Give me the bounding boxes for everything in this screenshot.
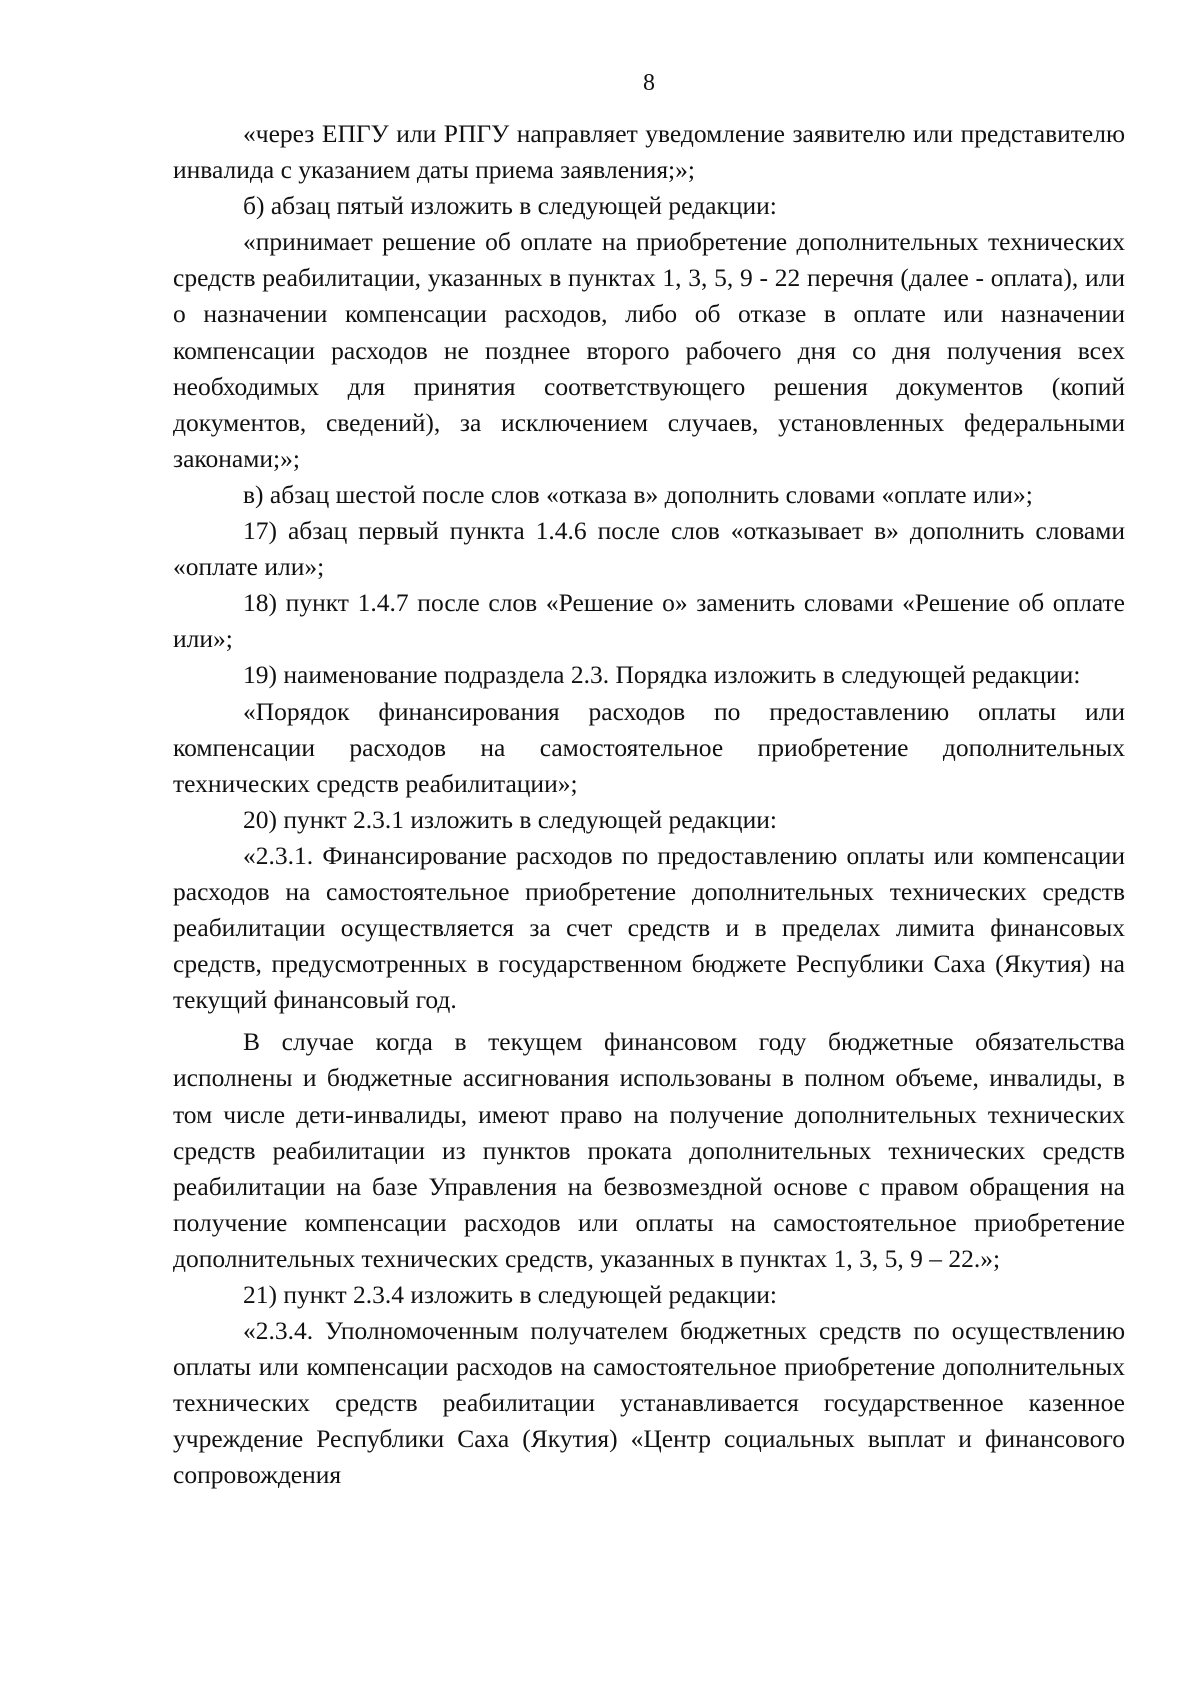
page-number: 8 — [643, 70, 655, 96]
paragraph: «2.3.4. Уполномоченным получателем бюджетных средств по осуществлению оплаты или компенсации расходов на самостоятельное приобретение дополнительных технических средств реабилитации устанавливается государственное казенное учреждение Республики Саха (Якутия) «Центр социальных выплат и финансового сопровождения — [173, 1316, 1125, 1490]
paragraph: «через ЕПГУ или РПГУ направляет уведомление заявителю или представителю инвалида с указанием даты приема заявления;»; — [173, 119, 1125, 185]
paragraph: «Порядок финансирования расходов по предоставлению оплаты или компенсации расходов на самостоятельное приобретение дополнительных технических средств реабилитации»; — [173, 696, 1125, 798]
paragraph: «принимает решение об оплате на приобретение дополнительных технических средств реабилитации, указанных в пунктах 1, 3, 5, 9 - 22 перечня (далее - оплата), или о назначении компенсации расходов, либо об отказе в оплате или назначении компенсации расходов не позднее второго рабочего дня со дня получения всех необходимых для принятия соответствующего решения документов (копий документов, сведений), за исключением случаев, установленных федеральными законами;»; — [173, 227, 1125, 473]
paragraph: 18) пункт 1.4.7 после слов «Решение о» заменить словами «Решение об оплате или»; — [173, 588, 1125, 654]
paragraph: 17) абзац первый пункта 1.4.6 после слов «отказывает в» дополнить словами «оплате или»; — [173, 516, 1125, 582]
paragraph: 20) пункт 2.3.1 изложить в следующей редакции: — [243, 804, 777, 834]
paragraph: б) абзац пятый изложить в следующей редакции: — [243, 191, 777, 221]
paragraph: «2.3.1. Финансирование расходов по предоставлению оплаты или компенсации расходов на самостоятельное приобретение дополнительных технических средств реабилитации осуществляется за счет средств и в пределах лимита финансовых средств, предусмотренных в государственном бюджете Республики Саха (Якутия) на текущий финансовый год. — [173, 840, 1125, 1015]
paragraph: В случае когда в текущем финансовом году бюджетные обязательства исполнены и бюджетные ассигнования использованы в полном объеме, инвалиды, в том числе дети-инвалиды, имеют право на получение дополнительных технических средств реабилитации из пунктов проката дополнительных технических средств реабилитации на базе Управления на безвозмездной основе с правом обращения на получение компенсации расходов или оплаты на самостоятельное приобретение дополнительных технических средств, указанных в пунктах 1, 3, 5, 9 – 22.»; — [173, 1027, 1125, 1273]
document-body — [173, 116, 1125, 1494]
paragraph: в) абзац шестой после слов «отказа в» дополнить словами «оплате или»; — [243, 479, 1033, 509]
paragraph: 19) наименование подраздела 2.3. Порядка изложить в следующей редакции: — [243, 660, 1081, 690]
paragraph: 21) пункт 2.3.4 изложить в следующей редакции: — [243, 1280, 777, 1309]
